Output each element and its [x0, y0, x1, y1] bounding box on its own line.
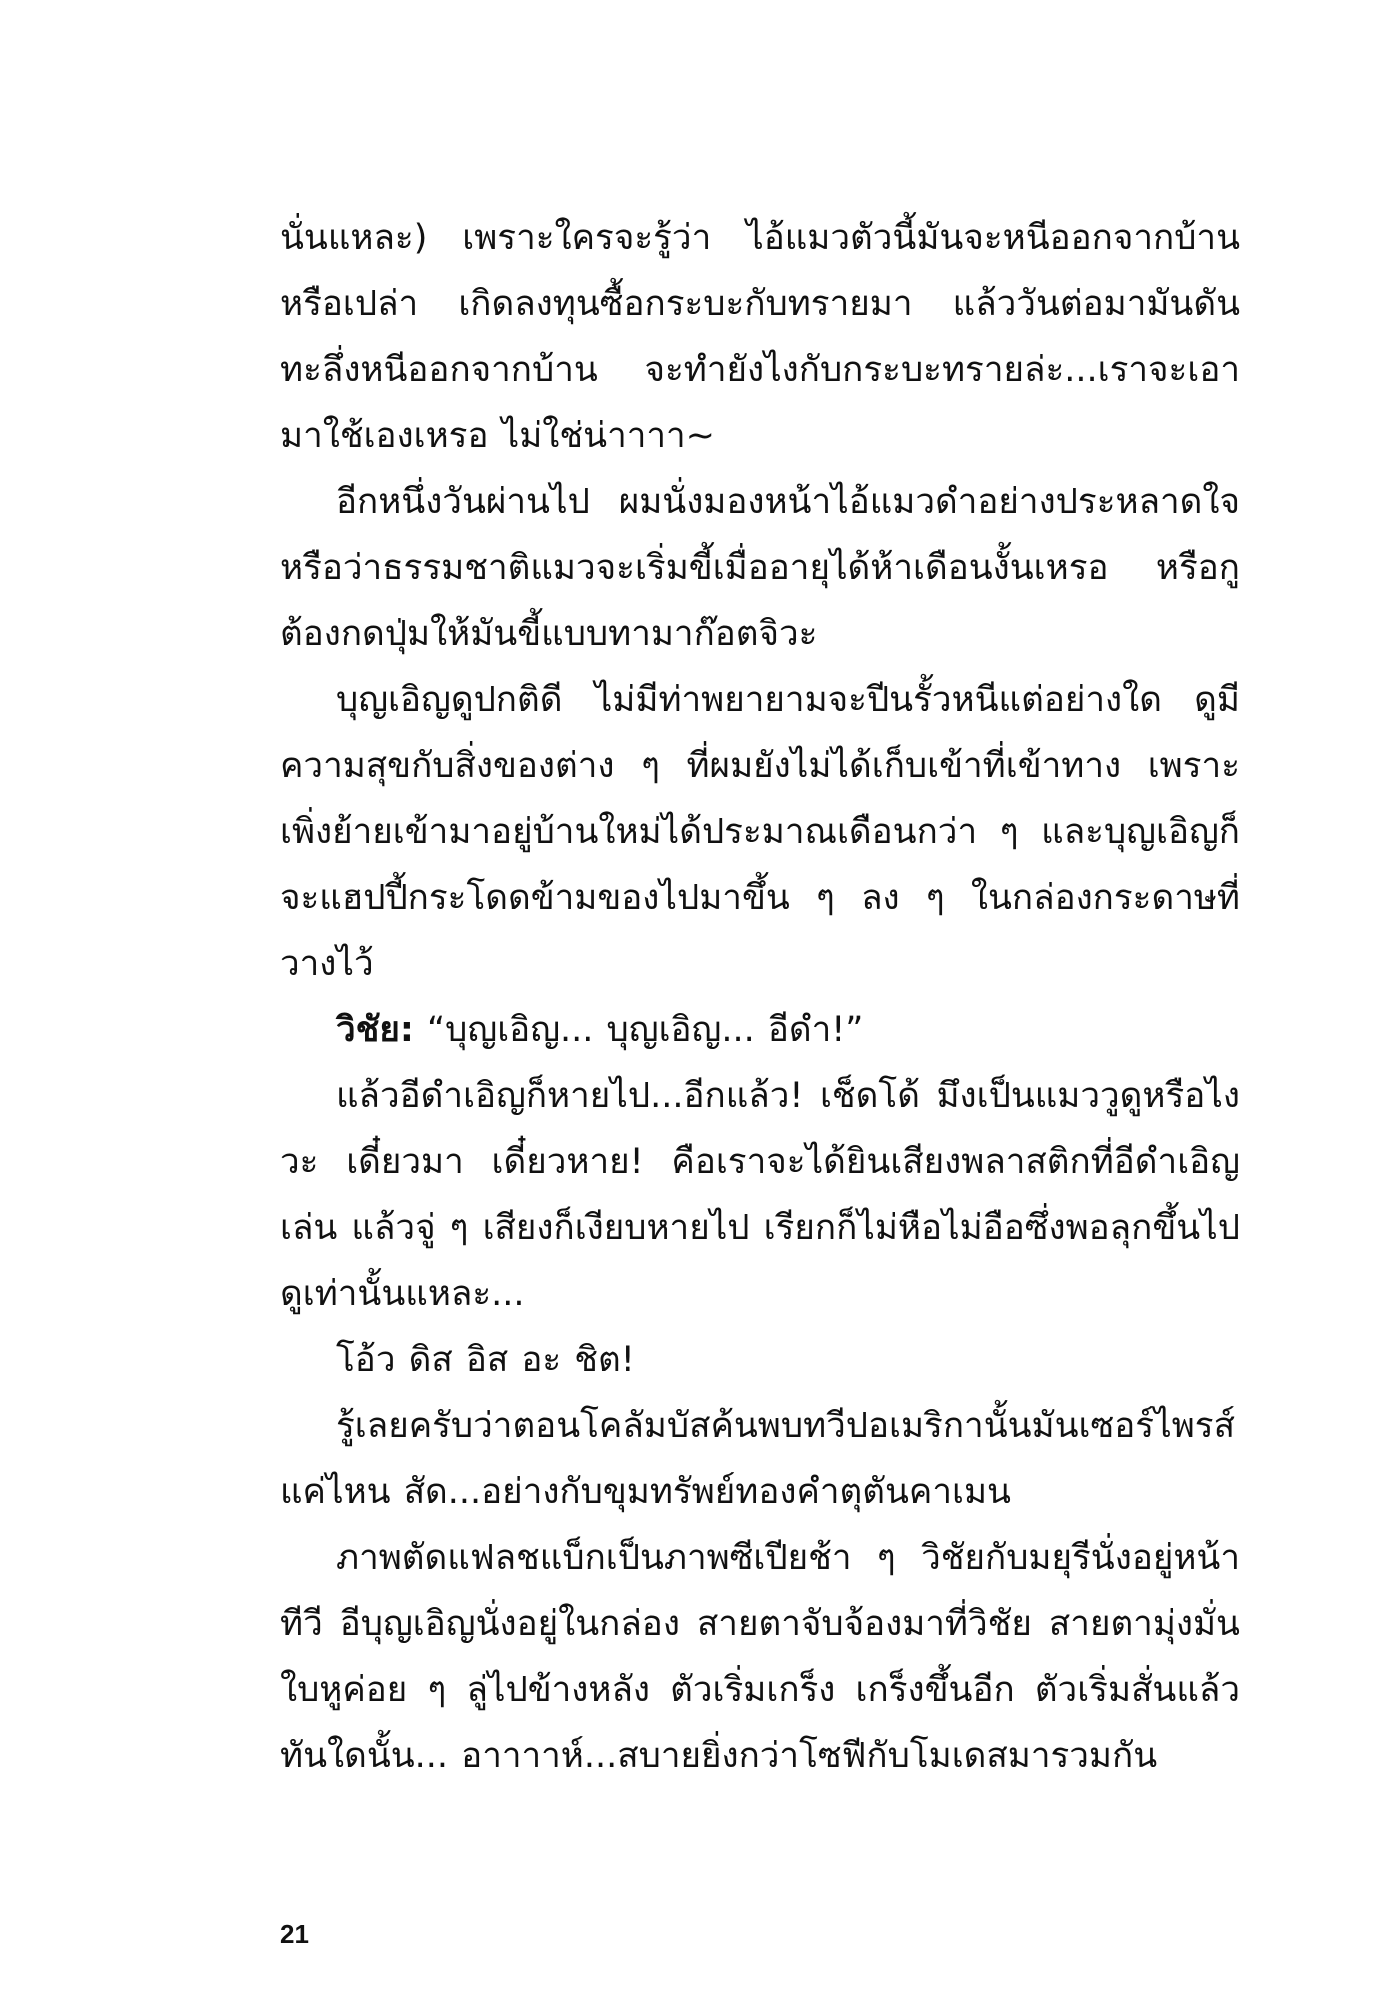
paragraph-2: อีกหนึ่งวันผ่านไป ผมนั่งมองหน้าไอ้แมวดำอย่างประหลาดใจหรือว่าธรรมชาติแมวจะเริ่มขี้เมื่ออายุได้ห้าเดือนงั้นเหรอ หรือกูต้องกดปุ่มให้มันขี้แบบทามาก๊อตจิวะ [280, 482, 1240, 654]
speaker-name: วิชัย: [336, 1010, 414, 1050]
page-number: 21 [280, 1919, 309, 1949]
paragraph-5: แล้วอีดำเอิญก็หายไป...อีกแล้ว! เช็ดโด้ มึงเป็นแมววูดูหรือไงวะ เดี๋ยวมา เดี๋ยวหาย! คือเราจะได้ยินเสียงพลาสติกที่อีดำเอิญเล่น แล้วจู่ ๆ เสียงก็เงียบหายไป เรียกก็ไม่หือไม่อือซึ่งพอลุกขึ้นไปดูเท่านั้นแหละ... [280, 1076, 1240, 1314]
paragraph-1: นั่นแหละ) เพราะใครจะรู้ว่า ไอ้แมวตัวนี้มันจะหนีออกจากบ้านหรือเปล่า เกิดลงทุนซื้อกระบะกับทรายมา แล้ววันต่อมามันดันทะลึ่งหนีออกจากบ้าน จะทำยังไงกับกระบะทรายล่ะ...เราจะเอามาใช้เองเหรอ ไม่ใช่น่าาาา~ [280, 218, 1240, 456]
paragraph-8: ภาพตัดแฟลชแบ็กเป็นภาพซีเปียช้า ๆ วิชัยกับมยุรีนั่งอยู่หน้าทีวี อีบุญเอิญนั่งอยู่ในกล่อง สายตาจับจ้องมาที่วิชัย สายตามุ่งมั่นใบหูค่อย ๆ ลู่ไปข้างหลัง ตัวเริ่มเกร็ง เกร็งขึ้นอีก ตัวเริ่มสั่นแล้วทันใดนั้น... อาาาาห์...สบายยิ่งกว่าโซฟีกับโมเดสมารวมกัน [280, 1538, 1240, 1776]
dialogue-line [280, 997, 1240, 1063]
paragraph-7: รู้เลยครับว่าตอนโคลัมบัสค้นพบทวีปอเมริกานั้นมันเซอร์ไพรส์แค่ไหน สัด...อย่างกับขุมทรัพย์ทองคำตุตันคาเมน [280, 1406, 1235, 1512]
dialogue-text: “บุญเอิญ... บุญเอิญ... อีดำ!” [413, 1010, 864, 1050]
paragraph-3: บุญเอิญดูปกติดี ไม่มีท่าพยายามจะปีนรั้วหนีแต่อย่างใด ดูมีความสุขกับสิ่งของต่าง ๆ ที่ผมยังไม่ได้เก็บเข้าที่เข้าทาง เพราะเพิ่งย้ายเข้ามาอยู่บ้านใหม่ได้ประมาณเดือนกว่า ๆ และบุญเอิญก็จะแฮปปี้กระโดดข้ามของไปมาขึ้น ๆ ลง ๆ ในกล่องกระดาษที่วางไว้ [280, 680, 1240, 984]
paragraph-6: โอ้ว ดิส อิส อะ ชิต! [336, 1340, 635, 1380]
body-text [280, 205, 1240, 1789]
